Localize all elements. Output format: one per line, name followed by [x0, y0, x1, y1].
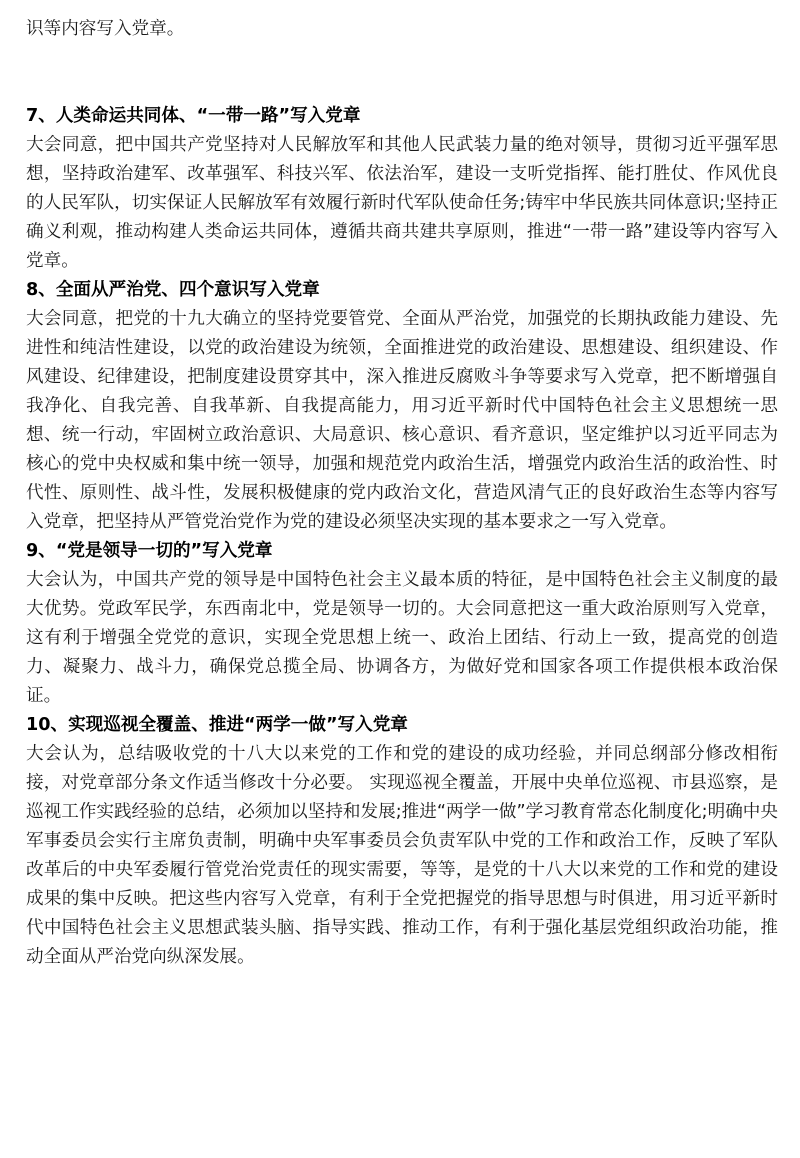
- section-8-heading: 8、全面从严治党、四个意识写入党章: [26, 280, 320, 300]
- section-7-heading: 7、人类命运共同体、“一带一路”写入党章: [26, 106, 361, 126]
- section-10-body: 大会认为，总结吸收党的十八大以来党的工作和党的建设的成功经验，并同总纲部分修改相衔接，对党章部分条文作适当修改十分必要。 实现巡视全覆盖，开展中央单位巡视、市县巡察，是巡视工作实践经验的总结，必须加以坚持和发展;推进“两学一做”学习教育常态化制度化;明确中央军事委员会实行主席负责制，明确中央军事委员会负责军队中党的工作和政治工作，反映了军队改革后的中央军委履行管党治党责任的现实需要，等等，是党的十八大以来党的工作和党的建设成果的集中反映。把这些内容写入党章，有利于全党把握党的指导思想与时俱进，用习近平新时代中国特色社会主义思想武装头脑、指导实践、推动工作，有利于强化基层党组织政治功能，推动全面从严治党向纵深发展。: [26, 744, 778, 967]
- intro-cutoff-line: [26, 0, 778, 15]
- intro-tail-text: 识等内容写入党章。: [26, 19, 185, 39]
- section-9-body: 大会认为，中国共产党的领导是中国特色社会主义最本质的特征，是中国特色社会主义制度的最大优势。党政军民学，东西南北中，党是领导一切的。大会同意把这一重大政治原则写入党章，这有利于增强全党党的意识，实现全党思想上统一、政治上团结、行动上一致，提高党的创造力、凝聚力、战斗力，确保党总揽全局、协调各方，为做好党和国家各项工作提供根本政治保证。: [26, 570, 778, 706]
- section-10: [26, 711, 778, 972]
- document-page: [26, 0, 778, 972]
- section-9: [26, 537, 778, 711]
- section-8: [26, 276, 778, 537]
- section-8-body: 大会同意，把党的十九大确立的坚持党要管党、全面从严治党，加强党的长期执政能力建设、先进性和纯洁性建设，以党的政治建设为统领，全面推进党的政治建设、思想建设、组织建设、作风建设、纪律建设，把制度建设贯穿其中，深入推进反腐败斗争等要求写入党章，把不断增强自我净化、自我完善、自我革新、自我提高能力，用习近平新时代中国特色社会主义思想统一思想、统一行动，牢固树立政治意识、大局意识、核心意识、看齐意识，坚定维护以习近平同志为核心的党中央权威和集中统一领导，加强和规范党内政治生活，增强党内政治生活的政治性、时代性、原则性、战斗性，发展积极健康的党内政治文化，营造风清气正的良好政治生态等内容写入党章，把坚持从严管党治党作为党的建设必须坚决实现的基本要求之一写入党章。: [26, 309, 778, 532]
- section-gap: [26, 44, 778, 102]
- section-7-body: 大会同意，把中国共产党坚持对人民解放军和其他人民武装力量的绝对领导，贯彻习近平强军思想，坚持政治建军、改革强军、科技兴军、依法治军，建设一支听党指挥、能打胜仗、作风优良的人民军队，切实保证人民解放军有效履行新时代军队使命任务;铸牢中华民族共同体意识;坚持正确义利观，推动构建人类命运共同体，遵循共商共建共享原则，推进“一带一路”建设等内容写入党章。: [26, 135, 778, 271]
- section-9-heading: 9、“党是领导一切的”写入党章: [26, 541, 273, 561]
- section-7: [26, 102, 778, 276]
- section-10-heading: 10、实现巡视全覆盖、推进“两学一做”写入党章: [26, 715, 408, 735]
